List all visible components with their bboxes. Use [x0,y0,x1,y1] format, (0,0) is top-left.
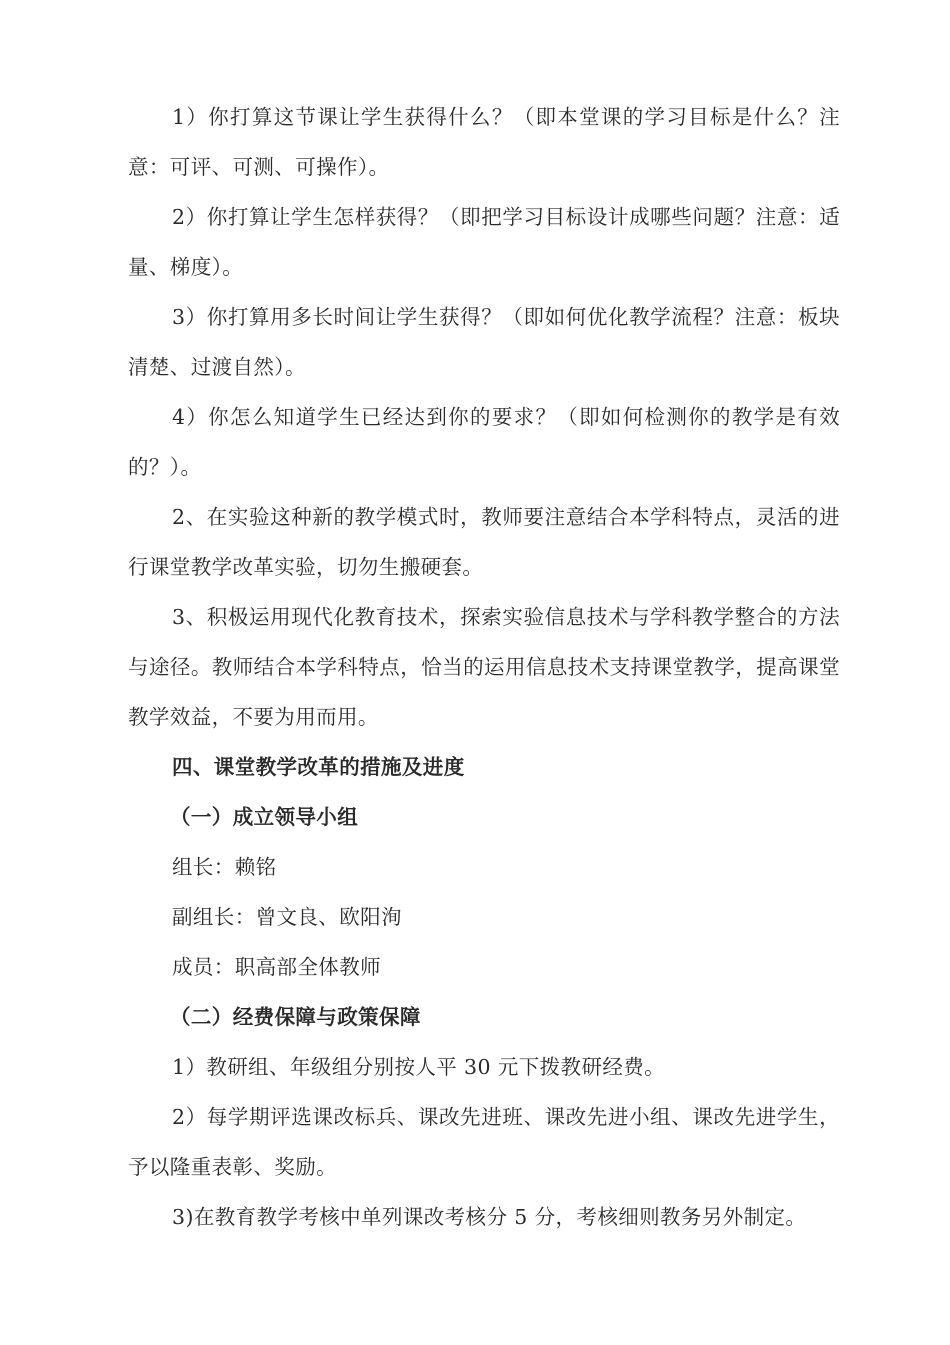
vice-leader-line: 副组长：曾文良、欧阳洵 [172,905,402,929]
paragraph-funding-1: 1）教研组、年级组分别按人平 30 元下拨教研经费。 [172,1055,666,1079]
members-line: 成员：职高部全体教师 [172,955,381,979]
paragraph-goal-question-2: 2）你打算让学生怎样获得？（即把学习目标设计成哪些问题？注意：适量、梯度）。 [128,205,840,279]
paragraph-goal-question-3: 3）你打算用多长时间让学生获得？（即如何优化教学流程？注意：板块清楚、过渡自然）。 [128,305,840,379]
paragraph-item-2: 2、在实验这种新的教学模式时，教师要注意结合本学科特点，灵活的进行课堂教学改革实验，切勿生搬硬套。 [128,505,840,579]
paragraph-funding-3: 3)在教育教学考核中单列课改考核分 5 分，考核细则教务另外制定。 [172,1205,807,1229]
paragraph-funding-2: 2）每学期评选课改标兵、课改先进班、课改先进小组、课改先进学生，予以隆重表彰、奖励。 [128,1105,840,1179]
paragraph-item-3: 3、积极运用现代化教育技术，探索实验信息技术与学科教学整合的方法与途径。教师结合本学科特点，恰当的运用信息技术支持课堂教学，提高课堂教学效益，不要为用而用。 [128,605,840,729]
section-heading-4: 四、课堂教学改革的措施及进度 [172,755,465,779]
subheading-funding-policy: （二）经费保障与政策保障 [170,1005,421,1029]
leader-line: 组长：赖铭 [172,855,277,879]
paragraph-goal-question-1: 1）你打算这节课让学生获得什么？（即本堂课的学习目标是什么？注意：可评、可测、可操作）。 [128,105,840,179]
paragraph-goal-question-4: 4）你怎么知道学生已经达到你的要求？（即如何检测你的教学是有效的？）。 [128,405,840,479]
document-page [128,92,840,1242]
subheading-leadership-group: （一）成立领导小组 [170,805,359,829]
